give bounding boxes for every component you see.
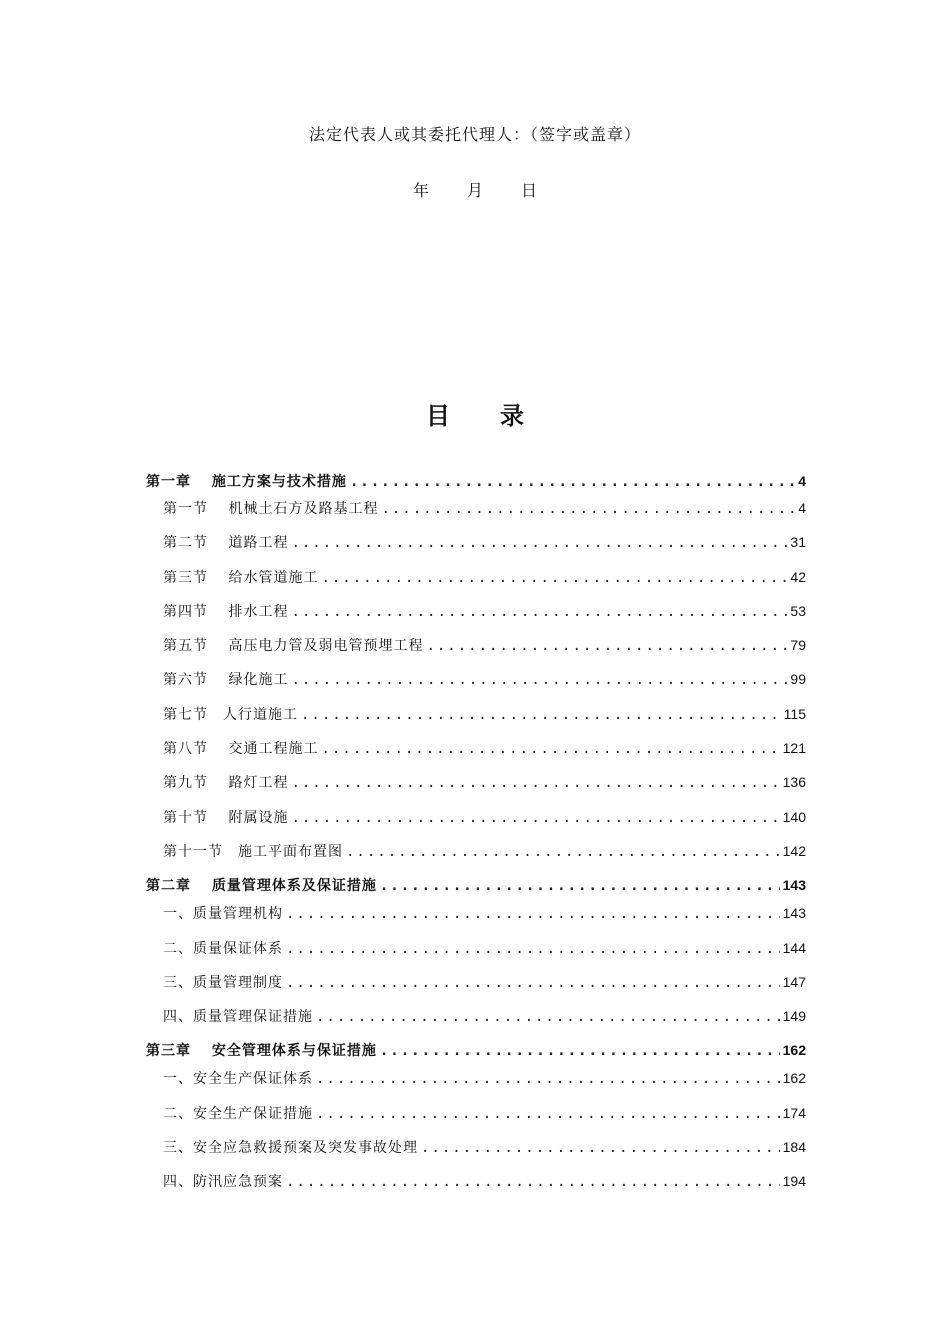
toc-section-entry[interactable] (163, 601, 806, 621)
toc-section-entry[interactable] (163, 938, 806, 958)
toc-entry-label: 二、质量保证体系 (163, 941, 283, 957)
toc-section-entry[interactable] (163, 1137, 806, 1157)
toc-dot-leader (321, 741, 779, 757)
toc-dot-leader (316, 1009, 780, 1025)
toc-dot-leader (291, 604, 787, 620)
toc-entry-page: 184 (782, 1139, 806, 1155)
toc-entry-label: 第二节 道路工程 (163, 535, 289, 551)
toc-entry-page: 174 (782, 1105, 806, 1121)
toc-section-entry[interactable] (163, 532, 806, 552)
toc-dot-leader (421, 1140, 780, 1156)
toc-entry-label: 第十节 附属设施 (163, 810, 289, 826)
toc-dot-leader (350, 474, 795, 490)
toc-section-entry[interactable] (163, 738, 806, 758)
toc-entry-label: 第二章 质量管理体系及保证措施 (146, 878, 377, 894)
toc-dot-leader (316, 1106, 780, 1122)
toc-entry-label: 三、安全应急救援预案及突发事故处理 (163, 1140, 418, 1156)
toc-entry-page: 162 (782, 1070, 806, 1086)
toc-entry-page: 31 (790, 534, 806, 550)
toc-entry-label: 第三节 给水管道施工 (163, 570, 319, 586)
toc-entry-page: 143 (782, 905, 806, 921)
toc-entry-page: 53 (790, 603, 806, 619)
toc-entry-page: 136 (782, 774, 806, 790)
date-month: 月 (466, 181, 483, 200)
toc-entry-label: 四、防汛应急预案 (163, 1174, 283, 1190)
toc-dot-leader (426, 638, 787, 654)
toc-dot-leader (291, 810, 779, 826)
toc-section-entry[interactable] (163, 1006, 806, 1026)
toc-section-entry[interactable] (163, 841, 806, 861)
toc-section-entry[interactable] (163, 635, 806, 655)
toc-entry-label: 第九节 路灯工程 (163, 775, 289, 791)
toc-chapter-entry[interactable] (146, 875, 806, 895)
toc-entry-page: 121 (782, 740, 806, 756)
toc-dot-leader (286, 941, 780, 957)
toc-entry-label: 第三章 安全管理体系与保证措施 (146, 1043, 377, 1059)
toc-entry-page: 4 (798, 473, 806, 489)
toc-section-entry[interactable] (163, 704, 806, 724)
toc-entry-label: 四、质量管理保证措施 (163, 1009, 313, 1025)
toc-dot-leader (380, 878, 780, 894)
toc-entry-page: 143 (782, 877, 806, 893)
toc-entry-page: 79 (790, 637, 806, 653)
toc-entry-page: 162 (782, 1042, 806, 1058)
date-line (0, 178, 950, 201)
toc-dot-leader (291, 775, 779, 791)
toc-entry-label: 一、质量管理机构 (163, 906, 283, 922)
toc-entry-label: 第七节 人行道施工 (163, 707, 298, 723)
toc-dot-leader (301, 707, 781, 723)
toc-entry-page: 147 (782, 974, 806, 990)
toc-entry-label: 一、安全生产保证体系 (163, 1071, 313, 1087)
toc-chapter-entry[interactable] (146, 471, 806, 491)
toc-entry-label: 第八节 交通工程施工 (163, 741, 319, 757)
toc-entry-page: 149 (782, 1008, 806, 1024)
date-year: 年 (412, 181, 429, 200)
toc-entry-page: 42 (790, 569, 806, 585)
toc-dot-leader (286, 906, 780, 922)
toc-dot-leader (321, 570, 787, 586)
toc-dot-leader (286, 1174, 780, 1190)
signature-line: 法定代表人或其委托代理人：（签字或盖章） (308, 125, 641, 144)
toc-section-entry[interactable] (163, 669, 806, 689)
toc-section-entry[interactable] (163, 1171, 806, 1191)
toc-entry-page: 194 (782, 1173, 806, 1189)
toc-chapter-entry[interactable] (146, 1040, 806, 1060)
toc-entry-label: 第一节 机械土石方及路基工程 (163, 501, 379, 517)
toc-entry-label: 第六节 绿化施工 (163, 672, 289, 688)
toc-section-entry[interactable] (163, 498, 806, 518)
toc-entry-page: 99 (790, 671, 806, 687)
toc-dot-leader (316, 1071, 780, 1087)
toc-dot-leader (286, 975, 780, 991)
toc-section-entry[interactable] (163, 807, 806, 827)
date-day: 日 (521, 181, 538, 200)
toc-entry-label: 第四节 排水工程 (163, 604, 289, 620)
toc-entry-label: 第十一节 施工平面布置图 (163, 844, 343, 860)
toc-section-entry[interactable] (163, 1103, 806, 1123)
toc-entry-label: 二、安全生产保证措施 (163, 1106, 313, 1122)
toc-dot-leader (346, 844, 780, 860)
toc-entry-label: 三、质量管理制度 (163, 975, 283, 991)
toc-section-entry[interactable] (163, 772, 806, 792)
toc-section-entry[interactable] (163, 903, 806, 923)
toc-entry-page: 140 (782, 809, 806, 825)
toc-dot-leader (380, 1043, 780, 1059)
toc-section-entry[interactable] (163, 1068, 806, 1088)
toc-title-char-2: 录 (500, 401, 524, 430)
toc-dot-leader (291, 672, 787, 688)
toc-entry-page: 4 (798, 500, 806, 516)
toc-entry-page: 115 (783, 706, 806, 722)
toc-entry-label: 第五节 高压电力管及弱电管预埋工程 (163, 638, 424, 654)
toc-entry-label: 第一章 施工方案与技术措施 (146, 474, 347, 490)
toc-dot-leader (291, 535, 787, 551)
toc-title-char-1: 目 (426, 401, 450, 430)
toc-entry-page: 142 (782, 843, 806, 859)
toc-section-entry[interactable] (163, 972, 806, 992)
toc-title (0, 396, 950, 431)
toc-dot-leader (381, 501, 795, 517)
toc-section-entry[interactable] (163, 567, 806, 587)
toc-entry-page: 144 (782, 940, 806, 956)
